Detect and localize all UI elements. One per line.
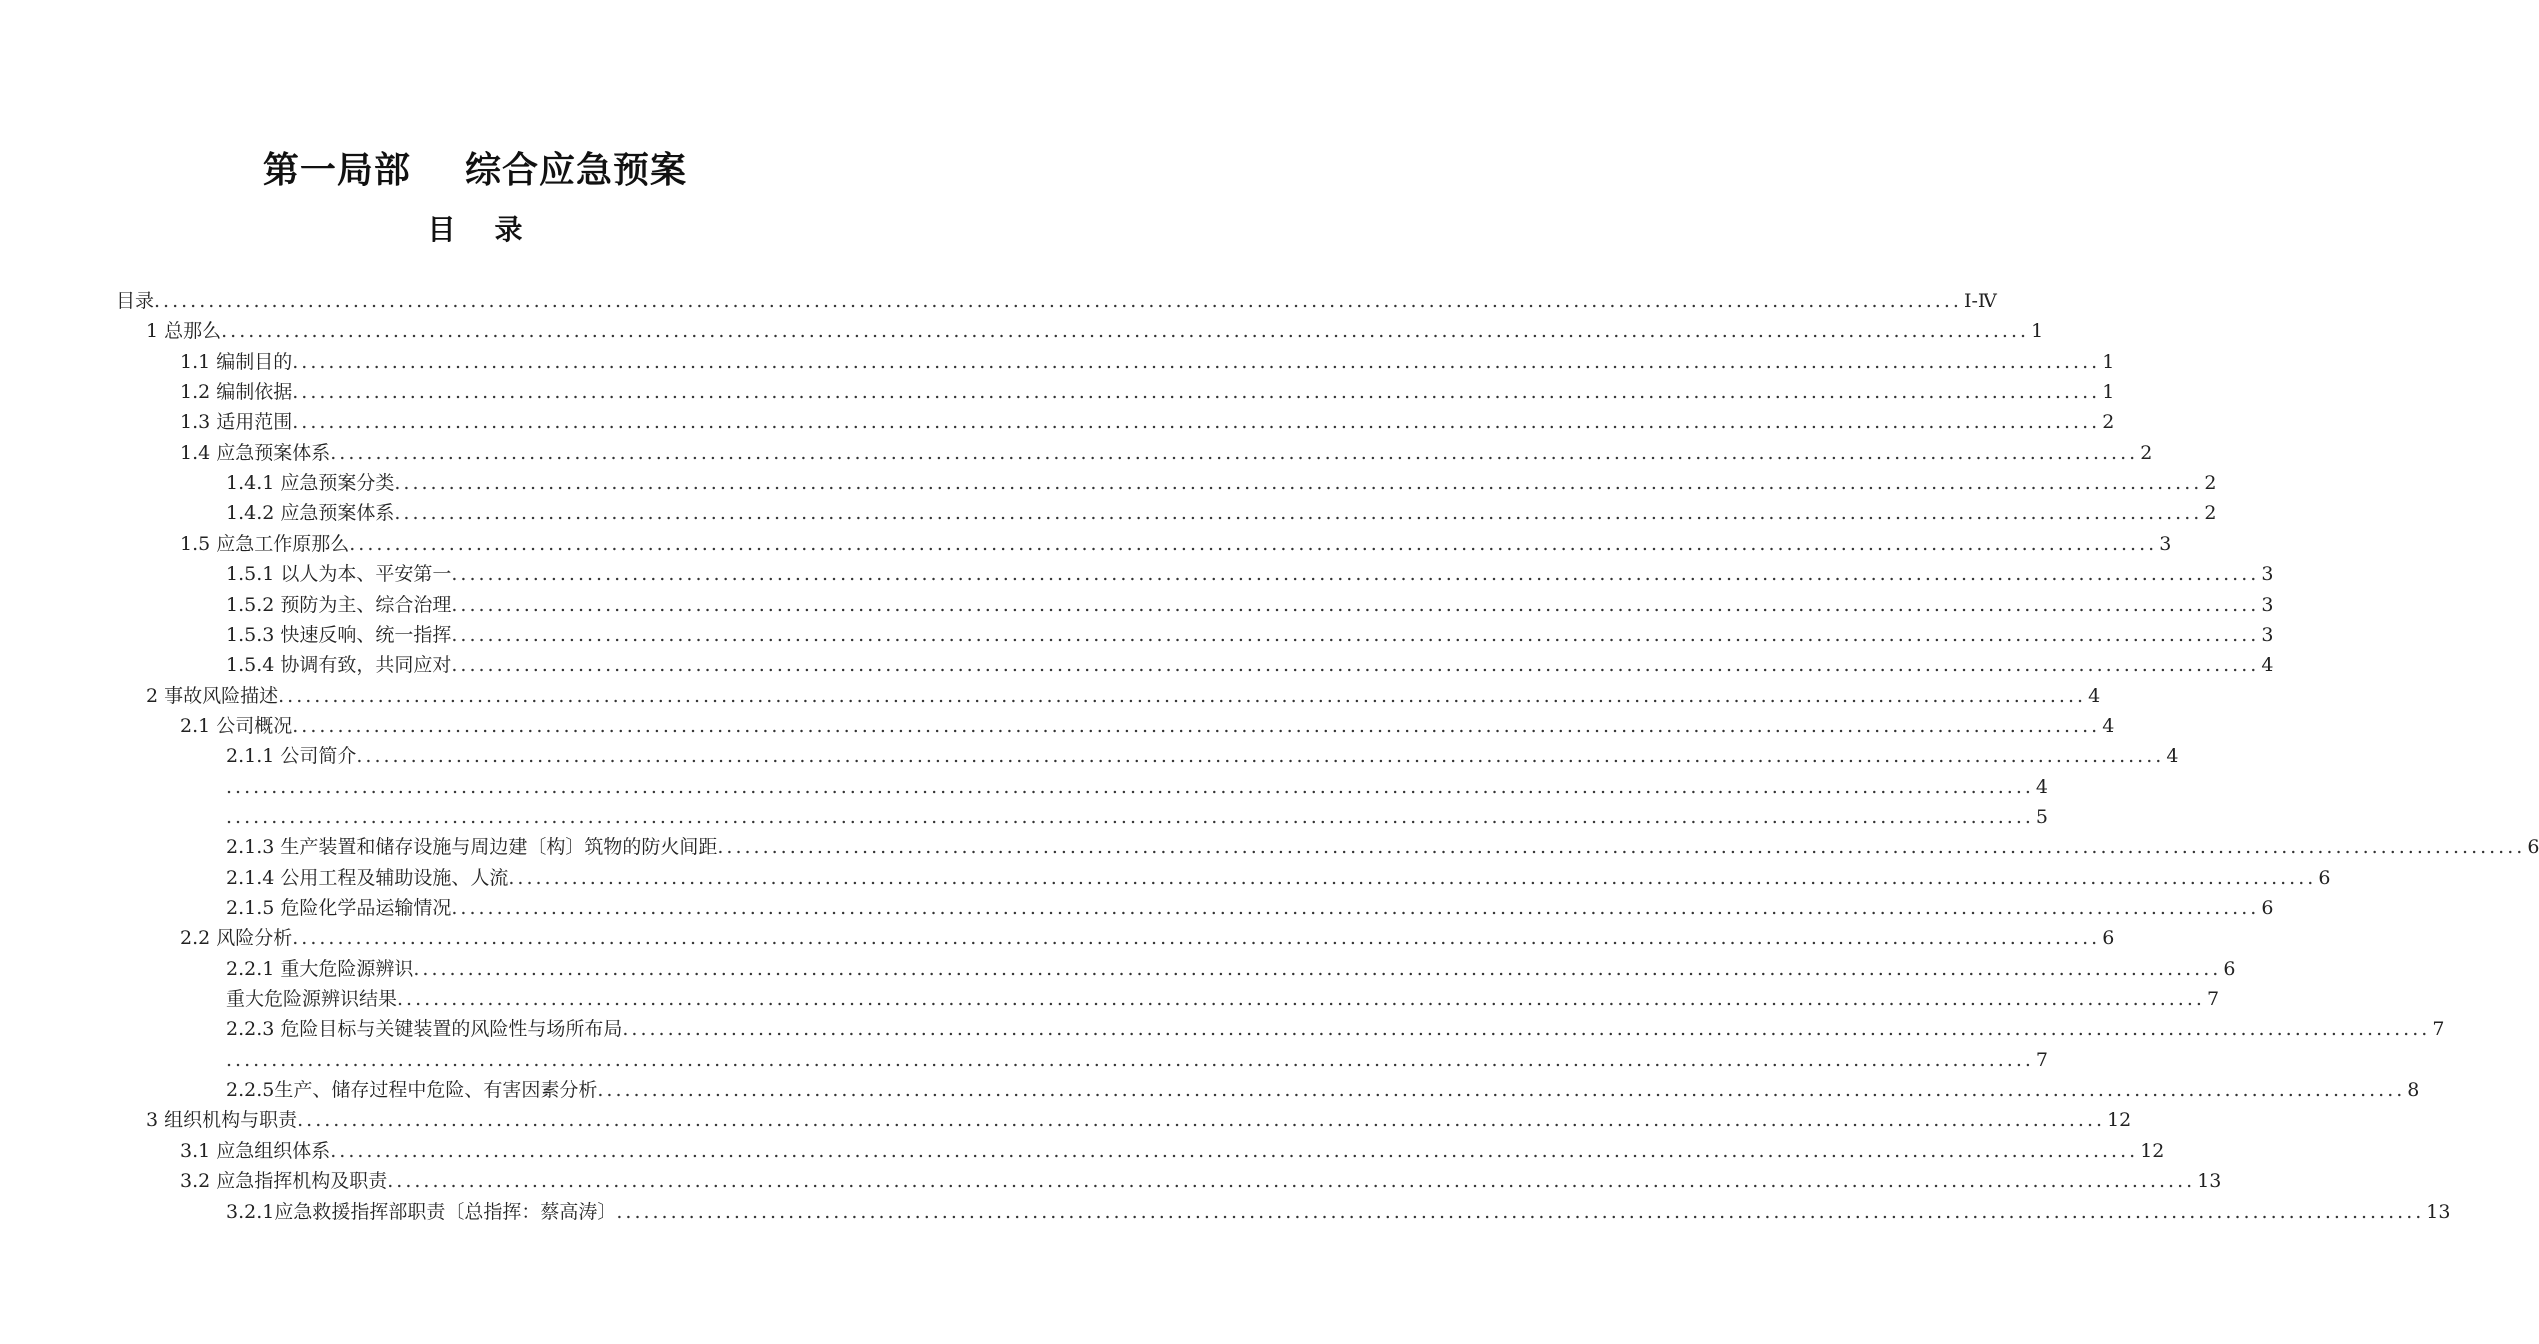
toc-entry-page: 7: [2432, 1018, 2445, 1041]
toc-entry[interactable]: [226, 802, 2049, 832]
toc-entry-label: 1.5.2 预防为主、综合治理: [226, 593, 452, 616]
toc-leader-dots: ........................................................................................................................................................................................................: [508, 866, 2317, 889]
toc-entry[interactable]: [180, 347, 2115, 377]
toc-entry-page: 5: [2035, 805, 2049, 828]
toc-entry-label: 1 总那么: [146, 320, 222, 343]
toc-leader-dots: ........................................................................................................................................................................................................: [616, 1200, 2425, 1223]
toc-entry[interactable]: [226, 893, 2274, 923]
toc-leader-dots: ........................................................................................................................................................................................................: [717, 836, 2526, 859]
toc-leader-dots: ........................................................................................................................................................................................................: [451, 563, 2260, 586]
toc-entry[interactable]: [226, 832, 2539, 862]
toc-entry-page: 13: [2426, 1200, 2451, 1223]
toc-leader-dots: ........................................................................................................................................................................................................: [413, 957, 2222, 980]
toc-entry-page: 2: [2140, 441, 2153, 464]
toc-entry-label: 2.1.5 危险化学品运输情况: [226, 897, 452, 919]
toc-entry[interactable]: [226, 650, 2274, 680]
toc-leader-dots: ........................................................................................................................................................................................................: [622, 1018, 2431, 1041]
toc-entry-page: 6: [2527, 836, 2539, 859]
toc-entry[interactable]: [180, 407, 2115, 437]
toc-leader-dots: ........................................................................................................................................................................................................: [292, 714, 2101, 737]
toc-leader-dots: ........................................................................................................................................................................................................: [597, 1079, 2406, 1102]
toc-entry[interactable]: [226, 590, 2274, 620]
toc-entry[interactable]: [180, 529, 2172, 559]
toc-entry-label: 3.1 应急组织体系: [180, 1139, 331, 1162]
toc-entry[interactable]: [180, 377, 2115, 407]
toc-leader-dots: ........................................................................................................................................................................................................: [451, 654, 2260, 677]
toc-entry[interactable]: [226, 772, 2049, 802]
toc-entry-page: 6: [2318, 866, 2331, 889]
toc-entry[interactable]: [226, 954, 2236, 984]
toc-entry-page: 4: [2035, 775, 2049, 798]
toc-leader-dots: ........................................................................................................................................................................................................: [356, 745, 2165, 768]
toc-entry-page: 4: [2102, 714, 2115, 737]
toc-leader-dots: ........................................................................................................................................................................................................: [330, 1139, 2139, 1162]
toc-entry-label: 2.1.1 公司简介: [226, 745, 357, 768]
toc-entry-label: 3 组织机构与职责: [146, 1109, 298, 1132]
toc-entry[interactable]: [226, 1075, 2420, 1105]
toc-leader-dots: ........................................................................................................................................................................................................: [394, 472, 2203, 495]
toc-entry-page: 8: [2407, 1079, 2420, 1102]
toc-entry-page: 7: [2035, 1048, 2049, 1071]
toc-entry-label: 1.5.3 快速反响、统一指挥: [226, 623, 452, 646]
toc-entry-label: 3.2.1应急救援指挥部职责〔总指挥：蔡高涛〕: [226, 1200, 617, 1223]
toc-entry-label: 1.5 应急工作原那么: [180, 532, 350, 555]
toc-entry[interactable]: [146, 316, 2044, 346]
toc-entry-page: I-Ⅳ: [1963, 290, 1997, 312]
toc-leader-dots: ........................................................................................................................................................................................................: [226, 805, 2034, 828]
toc-entry[interactable]: [226, 984, 2220, 1014]
toc-entry[interactable]: [226, 863, 2331, 893]
toc-entry-label: 2 事故风险描述: [146, 684, 279, 707]
toc-entry-label: 1.3 适用范围: [180, 411, 293, 434]
toc-entry-label: 2.1.3 生产装置和储存设施与周边建〔构〕筑物的防火间距: [226, 836, 718, 859]
toc-entry[interactable]: [180, 711, 2115, 741]
toc-entry-page: 3: [2261, 563, 2274, 586]
toc-entry[interactable]: [146, 681, 2101, 711]
toc-entry[interactable]: [226, 468, 2217, 498]
toc-leader-dots: ........................................................................................................................................................................................................: [387, 1170, 2196, 1193]
toc-entry-label: 2.1.4 公用工程及辅助设施、人流: [226, 866, 509, 889]
toc-entry-page: 1: [2031, 320, 2044, 343]
toc-entry-label: 重大危险源辨识结果: [226, 988, 398, 1011]
toc-entry[interactable]: [146, 1105, 2132, 1135]
toc-leader-dots: ........................................................................................................................................................................................................: [451, 623, 2260, 646]
toc-entry-label: 1.4 应急预案体系: [180, 441, 331, 464]
toc-entry-page: 4: [2261, 654, 2274, 677]
toc-entry-page: 1: [2102, 381, 2115, 404]
toc-entry-page: 12: [2107, 1109, 2132, 1132]
toc-entry-label: 2.2.3 危险目标与关键装置的风险性与场所布局: [226, 1018, 623, 1041]
toc-leader-dots: ........................................................................................................................................................................................................: [397, 988, 2205, 1011]
toc-entry-page: 2: [2204, 502, 2217, 525]
toc-entry-page: 2: [2204, 472, 2217, 495]
toc-entry-page: 13: [2197, 1170, 2222, 1193]
toc-heading: 目 录: [427, 213, 523, 246]
toc-entry-label: 2.1 公司概况: [180, 714, 293, 737]
toc-leader-dots: ........................................................................................................................................................................................................: [221, 320, 2030, 343]
toc-entry-label: 2.2 风险分析: [180, 927, 293, 950]
toc-entry[interactable]: [226, 1014, 2445, 1044]
toc-entry-page: 6: [2261, 897, 2274, 919]
toc-leader-dots: ........................................................................................................................................................................................................: [292, 381, 2101, 404]
toc-leader-dots: ........................................................................................................................................................................................................: [330, 441, 2139, 464]
toc-entry-page: 6: [2223, 957, 2236, 980]
toc-entry-label: 1.5.1 以人为本、平安第一: [226, 563, 452, 586]
toc-entry-label: 3.2 应急指挥机构及职责: [180, 1170, 388, 1193]
toc-leader-dots: ........................................................................................................................................................................................................: [451, 593, 2260, 616]
toc-leader-dots: ........................................................................................................................................................................................................: [292, 927, 2101, 950]
toc-entry-label: 1.1 编制目的: [180, 350, 293, 373]
toc-entry[interactable]: [180, 1136, 2165, 1166]
toc-entry-page: 4: [2088, 684, 2101, 707]
toc-entry-label: 1.5.4 协调有致，共同应对: [226, 654, 452, 677]
toc-entry-label: 2.2.1 重大危险源辨识: [226, 957, 414, 980]
toc-entry-page: 2: [2102, 411, 2115, 434]
toc-entry-label: 2.2.5生产、储存过程中危险、有害因素分析: [226, 1079, 598, 1102]
toc-entry[interactable]: [226, 741, 2179, 771]
toc-entry[interactable]: [226, 559, 2274, 589]
toc-entry-page: 12: [2140, 1139, 2165, 1162]
toc-entry[interactable]: [226, 1197, 2451, 1227]
toc-leader-dots: ........................................................................................................................................................................................................: [278, 684, 2087, 707]
toc-entry-page: 3: [2261, 593, 2274, 616]
toc-entry-page: 1: [2102, 350, 2115, 373]
toc-entry[interactable]: [180, 923, 2115, 953]
toc-entry[interactable]: [116, 286, 1997, 316]
toc-entry-label: 1.4.2 应急预案体系: [226, 502, 395, 525]
toc-leader-dots: ........................................................................................................................................................................................................: [297, 1109, 2106, 1132]
toc-entry-label: 1.4.1 应急预案分类: [226, 472, 395, 495]
document-title: 第一局部 综合应急预案: [262, 150, 688, 191]
toc-entry-page: 6: [2102, 927, 2115, 950]
toc-leader-dots: ........................................................................................................................................................................................................: [394, 502, 2203, 525]
toc-entry-page: 3: [2261, 623, 2274, 646]
toc-entry-label: 目录: [116, 290, 155, 312]
toc-entry-page: 7: [2206, 988, 2220, 1011]
toc-leader-dots: ........................................................................................................................................................................................................: [226, 775, 2034, 798]
toc-entry-page: 4: [2166, 745, 2179, 768]
toc-entry-label: 1.2 编制依据: [180, 381, 293, 404]
toc-leader-dots: ........................................................................................................................................................................................................: [451, 897, 2260, 919]
toc-entry-page: 3: [2159, 532, 2172, 555]
toc-leader-dots: ........................................................................................................................................................................................................: [226, 1048, 2034, 1071]
toc-entry[interactable]: [226, 1045, 2049, 1075]
toc-entry[interactable]: [180, 1166, 2222, 1196]
toc-entry[interactable]: [226, 620, 2274, 650]
toc-leader-dots: ........................................................................................................................................................................................................: [154, 290, 1962, 312]
toc-leader-dots: ........................................................................................................................................................................................................: [349, 532, 2158, 555]
toc-entry[interactable]: [180, 438, 2153, 468]
toc-leader-dots: ........................................................................................................................................................................................................: [292, 411, 2101, 434]
toc-leader-dots: ........................................................................................................................................................................................................: [292, 350, 2101, 373]
toc-entry[interactable]: [226, 498, 2217, 528]
